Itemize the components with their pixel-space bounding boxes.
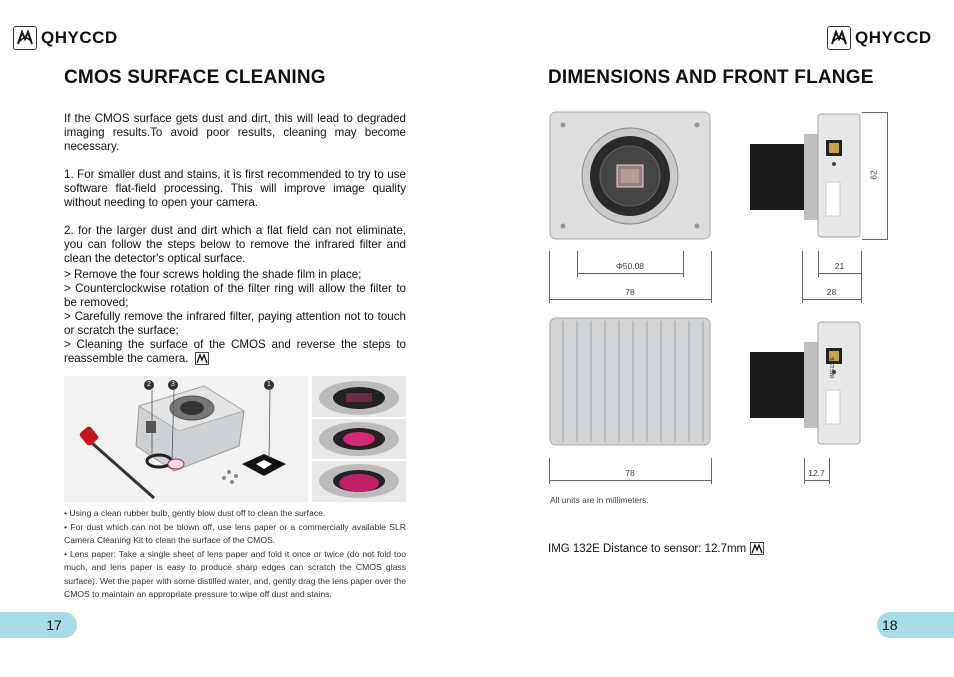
units-note: All units are in millimeters.: [550, 495, 649, 505]
back-width-label: 78: [625, 468, 635, 478]
intro-paragraph: If the CMOS surface gets dust and dirt, this will lead to degraded imaging results.To avoid poor results, cleaning may become necessary.: [64, 112, 406, 153]
flange-distance-dimension: [804, 458, 830, 486]
camera-back-view: [549, 317, 711, 446]
note-2: • For dust which can not be blown off, use lens paper or a commercially available SLR Camera Cleaning Kit to clean the surface of the CMOS.: [64, 521, 406, 545]
qhyccd-mark-icon: [195, 352, 209, 365]
brand-name: QHYCCD: [41, 28, 118, 47]
side-depth-dimensions: [802, 251, 862, 306]
callout-3: 3: [168, 380, 178, 390]
note-1: • Using a clean rubber bulb, gently blow dust off to clean the surface.: [64, 508, 326, 518]
callout-1: 1: [264, 380, 274, 390]
bullet-1: > Remove the four screws holding the shade film in place;: [64, 268, 362, 281]
page-number-18: 18: [882, 617, 898, 633]
closeup-photo-3: [312, 461, 406, 502]
qhyccd-logo-icon-right: [827, 26, 851, 50]
brand-name-right: QHYCCD: [855, 28, 932, 47]
bullet-4-text: > Cleaning the surface of the CMOS and reverse the steps to reassemble the camera.: [64, 338, 406, 365]
distance-note: [548, 542, 764, 555]
callout-2: 2: [144, 380, 154, 390]
cleaning-text: [64, 112, 406, 366]
distance-note-text: IMG 132E Distance to sensor: 12.7mm: [548, 542, 747, 555]
camera-front-view: [549, 111, 711, 240]
flange-diameter-label: Φ50.08: [615, 261, 645, 271]
filter-closeups: [312, 376, 406, 502]
qhyccd-logo-icon: [13, 26, 37, 50]
page-number-17: 17: [46, 617, 62, 633]
qhyccd-mark-icon-2: [750, 542, 764, 555]
depth-21-label: 21: [834, 261, 845, 271]
page-tab-18: [877, 612, 954, 638]
step2-paragraph: 2. for the larger dust and dirt which a flat field can not eliminate, you can follow the steps below to remove the infrared filter and clean the detector's optical surface.: [64, 224, 406, 265]
closeup-photo-1: [312, 376, 406, 417]
height-dimension: [862, 112, 888, 240]
front-width-dimensions: [549, 251, 712, 306]
camera-side-view-2: [750, 320, 862, 446]
front-width-label: 78: [625, 287, 635, 297]
side-model-label: IMG132E: [830, 356, 836, 378]
bullet-2: > Counterclockwise rotation of the filter ring will allow the filter to be removed;: [64, 282, 406, 309]
left-page-title: CMOS SURFACE CLEANING: [64, 67, 326, 88]
closeup-photo-2: [312, 419, 406, 459]
depth-28-label: 28: [826, 287, 837, 297]
page-tab-17: [0, 612, 77, 638]
bullet-4: [64, 338, 406, 366]
height-label: 62: [868, 170, 879, 180]
brand-logo-left: [13, 26, 118, 50]
right-page-title: DIMENSIONS AND FRONT FLANGE: [548, 67, 874, 88]
step1-paragraph: 1. For smaller dust and stains, it is first recommended to try to use software flat-field processing. This will improve image quality without needing to open your camera.: [64, 168, 406, 209]
flange-distance-label: 12.7: [808, 468, 825, 478]
note-3: • Lens paper: Take a single sheet of lens paper and fold it once or twice (do not fold too much, and lens paper is easy to produce sharp edges can scratch the CMOS glass surface). Wet the paper with some distilled water, and, gently drag the lens paper over the CMOS to maintain an appropriate pressure to wipe off dust and stains.: [64, 548, 406, 599]
brand-logo-right: [827, 26, 932, 50]
bullet-3: > Carefully remove the infrared filter, paying attention not to touch or scratch the surface;: [64, 310, 406, 337]
cleaning-notes: [64, 507, 406, 602]
camera-side-view: [750, 112, 862, 239]
disassembly-photo: [64, 376, 308, 502]
back-width-dimension: [549, 458, 712, 486]
